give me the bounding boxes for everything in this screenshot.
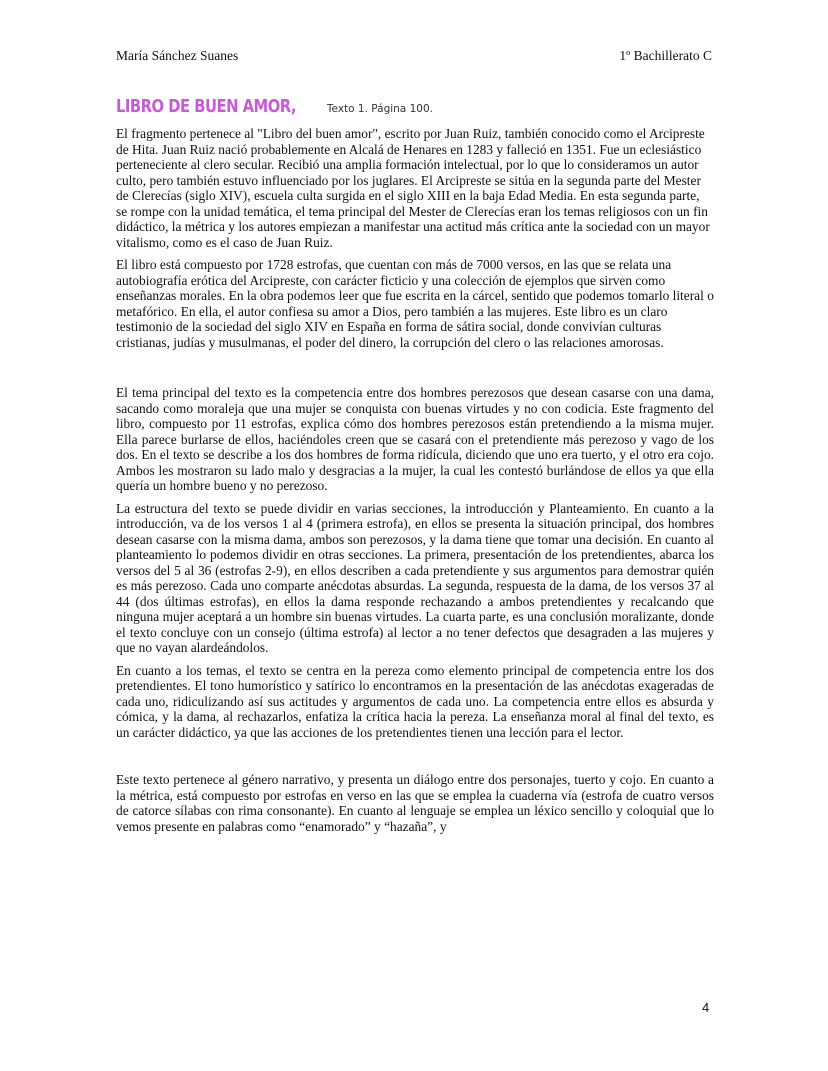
document-title [116, 96, 714, 120]
document-body [116, 96, 714, 841]
paragraph-themes: En cuanto a los temas, el texto se centra en la pereza como elemento principal de competencia entre los dos pretendientes. El tono humorístico y satírico lo encontramos en la presentación de las anécdotas exageradas de cada uno, ridiculizando así sus actitudes y argumentos de cada uno. La competencia entre ellos es absurda y cómica, y la dama, al rechazarlos, enfatiza la crítica hacia la pereza. La enseñanza moral al final del texto, es un carácter didáctico, ya que las acciones de los pretendientes tienen una lección para el lector. [116, 662, 714, 740]
page-header [116, 47, 712, 65]
paragraph-author-context: El fragmento pertenece al "Libro del buen amor", escrito por Juan Ruiz, también conocido como el Arcipreste de Hita. Juan Ruiz nació probablemente en Alcalá de Henares en 1283 y falleció en 1351. Fue un eclesiástico perteneciente al clero secular. Recibió una amplia formación intelectual, por lo que lo consideramos un autor culto, pero también estuvo influenciado por los juglares. El Arcipreste se sitúa en la segunda parte del Mester de Clerecías (siglo XIV), escuela culta surgida en el siglo XIII en la baja Edad Media. En esta segunda parte, se rompe con la unidad temática, el tema principal del Mester de Clerecías eran los temas religiosos con un fin didáctico, la métrica y los autores empiezan a manifestar una actitud más crítica ante la sociedad con un mayor vitalismo, como es el caso de Juan Ruiz. [116, 126, 710, 250]
course-label: 1º Bachillerato C [619, 48, 712, 63]
paragraph-spacer [116, 747, 714, 772]
page-number: 4 [702, 1000, 710, 1015]
paragraph-spacer [116, 357, 714, 385]
paragraph-structure: La estructura del texto se puede dividir en varias secciones, la introducción y Planteamiento. En cuanto a la introducción, va de los versos 1 al 4 (primera estrofa), en ellos se presenta la situación principal, dos hombres desean casarse con la misma dama, ambos son perezosos, y la dama tiene que tomar una decisión. En cuanto al planteamiento lo podemos dividir en otras secciones. La primera, presentación de los pretendientes, abarca los versos del 5 al 36 (estrofas 2-9), en ellos describen a cada pretendiente y sus argumentos para demostrar quién es más perezoso. Cada uno comparte anécdotas absurdas. La segunda, respuesta de la dama, de los versos 37 al 44 (dos últimas estrofas), en ellos la dama responde rechazando a ambos pretendientes y recalcando que ninguna mujer aceptará a un hombre sin buenas virtudes. La cuarta parte, es una conclusión moralizante, donde el texto concluye con un consejo (última estrofa) al lector a no tener defectos que desagraden a las mujeres y que no vayan alardeándolos. [116, 500, 714, 655]
paragraph-book-description: El libro está compuesto por 1728 estrofas, que cuentan con más de 7000 versos, en las que se relata una autobiografía erótica del Arcipreste, con carácter ficticio y una colección de ejemplos que sirven como enseñanzas morales. En la obra podemos leer que fue escrita en la cárcel, sentido que podemos tomarlo literal o metafórico. En ella, el autor confiesa su amor a Dios, pero también a las mujeres. Este libro es un claro testimonio de la sociedad del siglo XIV en España en forma de sátira social, donde convivían culturas cristianas, judías y musulmanas, el poder del dinero, la corrupción del clero o las relaciones amorosas. [116, 257, 714, 350]
title-main: LIBRO DE BUEN AMOR, [116, 96, 297, 117]
paragraph-genre-metrics: Este texto pertenece al género narrativo, y presenta un diálogo entre dos personajes, tuerto y cojo. En cuanto a la métrica, está compuesto por estrofas en verso en las que se emplea la cuaderna vía (estrofa de cuatro versos de catorce sílabas con rima consonante). En cuanto al lenguaje se emplea un léxico sencillo y coloquial que lo vemos presente en palabras como “enamorado” y “hazaña”, y [116, 772, 714, 834]
paragraph-main-theme: El tema principal del texto es la competencia entre dos hombres perezosos que desean casarse con una dama, sacando como moraleja que una mujer se conquista con buenas virtudes y no con codicia. Este fragmento del libro, compuesto por 11 estrofas, explica cómo dos hombres perezosos están pretendiendo a la misma mujer. Ella parece burlarse de ellos, haciéndoles creen que se casará con el pretendiente más perezoso y vago de los dos. En el texto se describe a los dos hombres de forma ridícula, diciendo que uno era tuerto, y el otro era cojo. Ambos les mostraron su lado malo y desgracias a la mujer, la cual les contestó burlándose de ellos ya que ella quería un hombre bueno y no perezoso. [116, 385, 714, 493]
title-subtitle: Texto 1. Página 100. [326, 103, 433, 115]
author-name: María Sánchez Suanes [116, 48, 239, 63]
